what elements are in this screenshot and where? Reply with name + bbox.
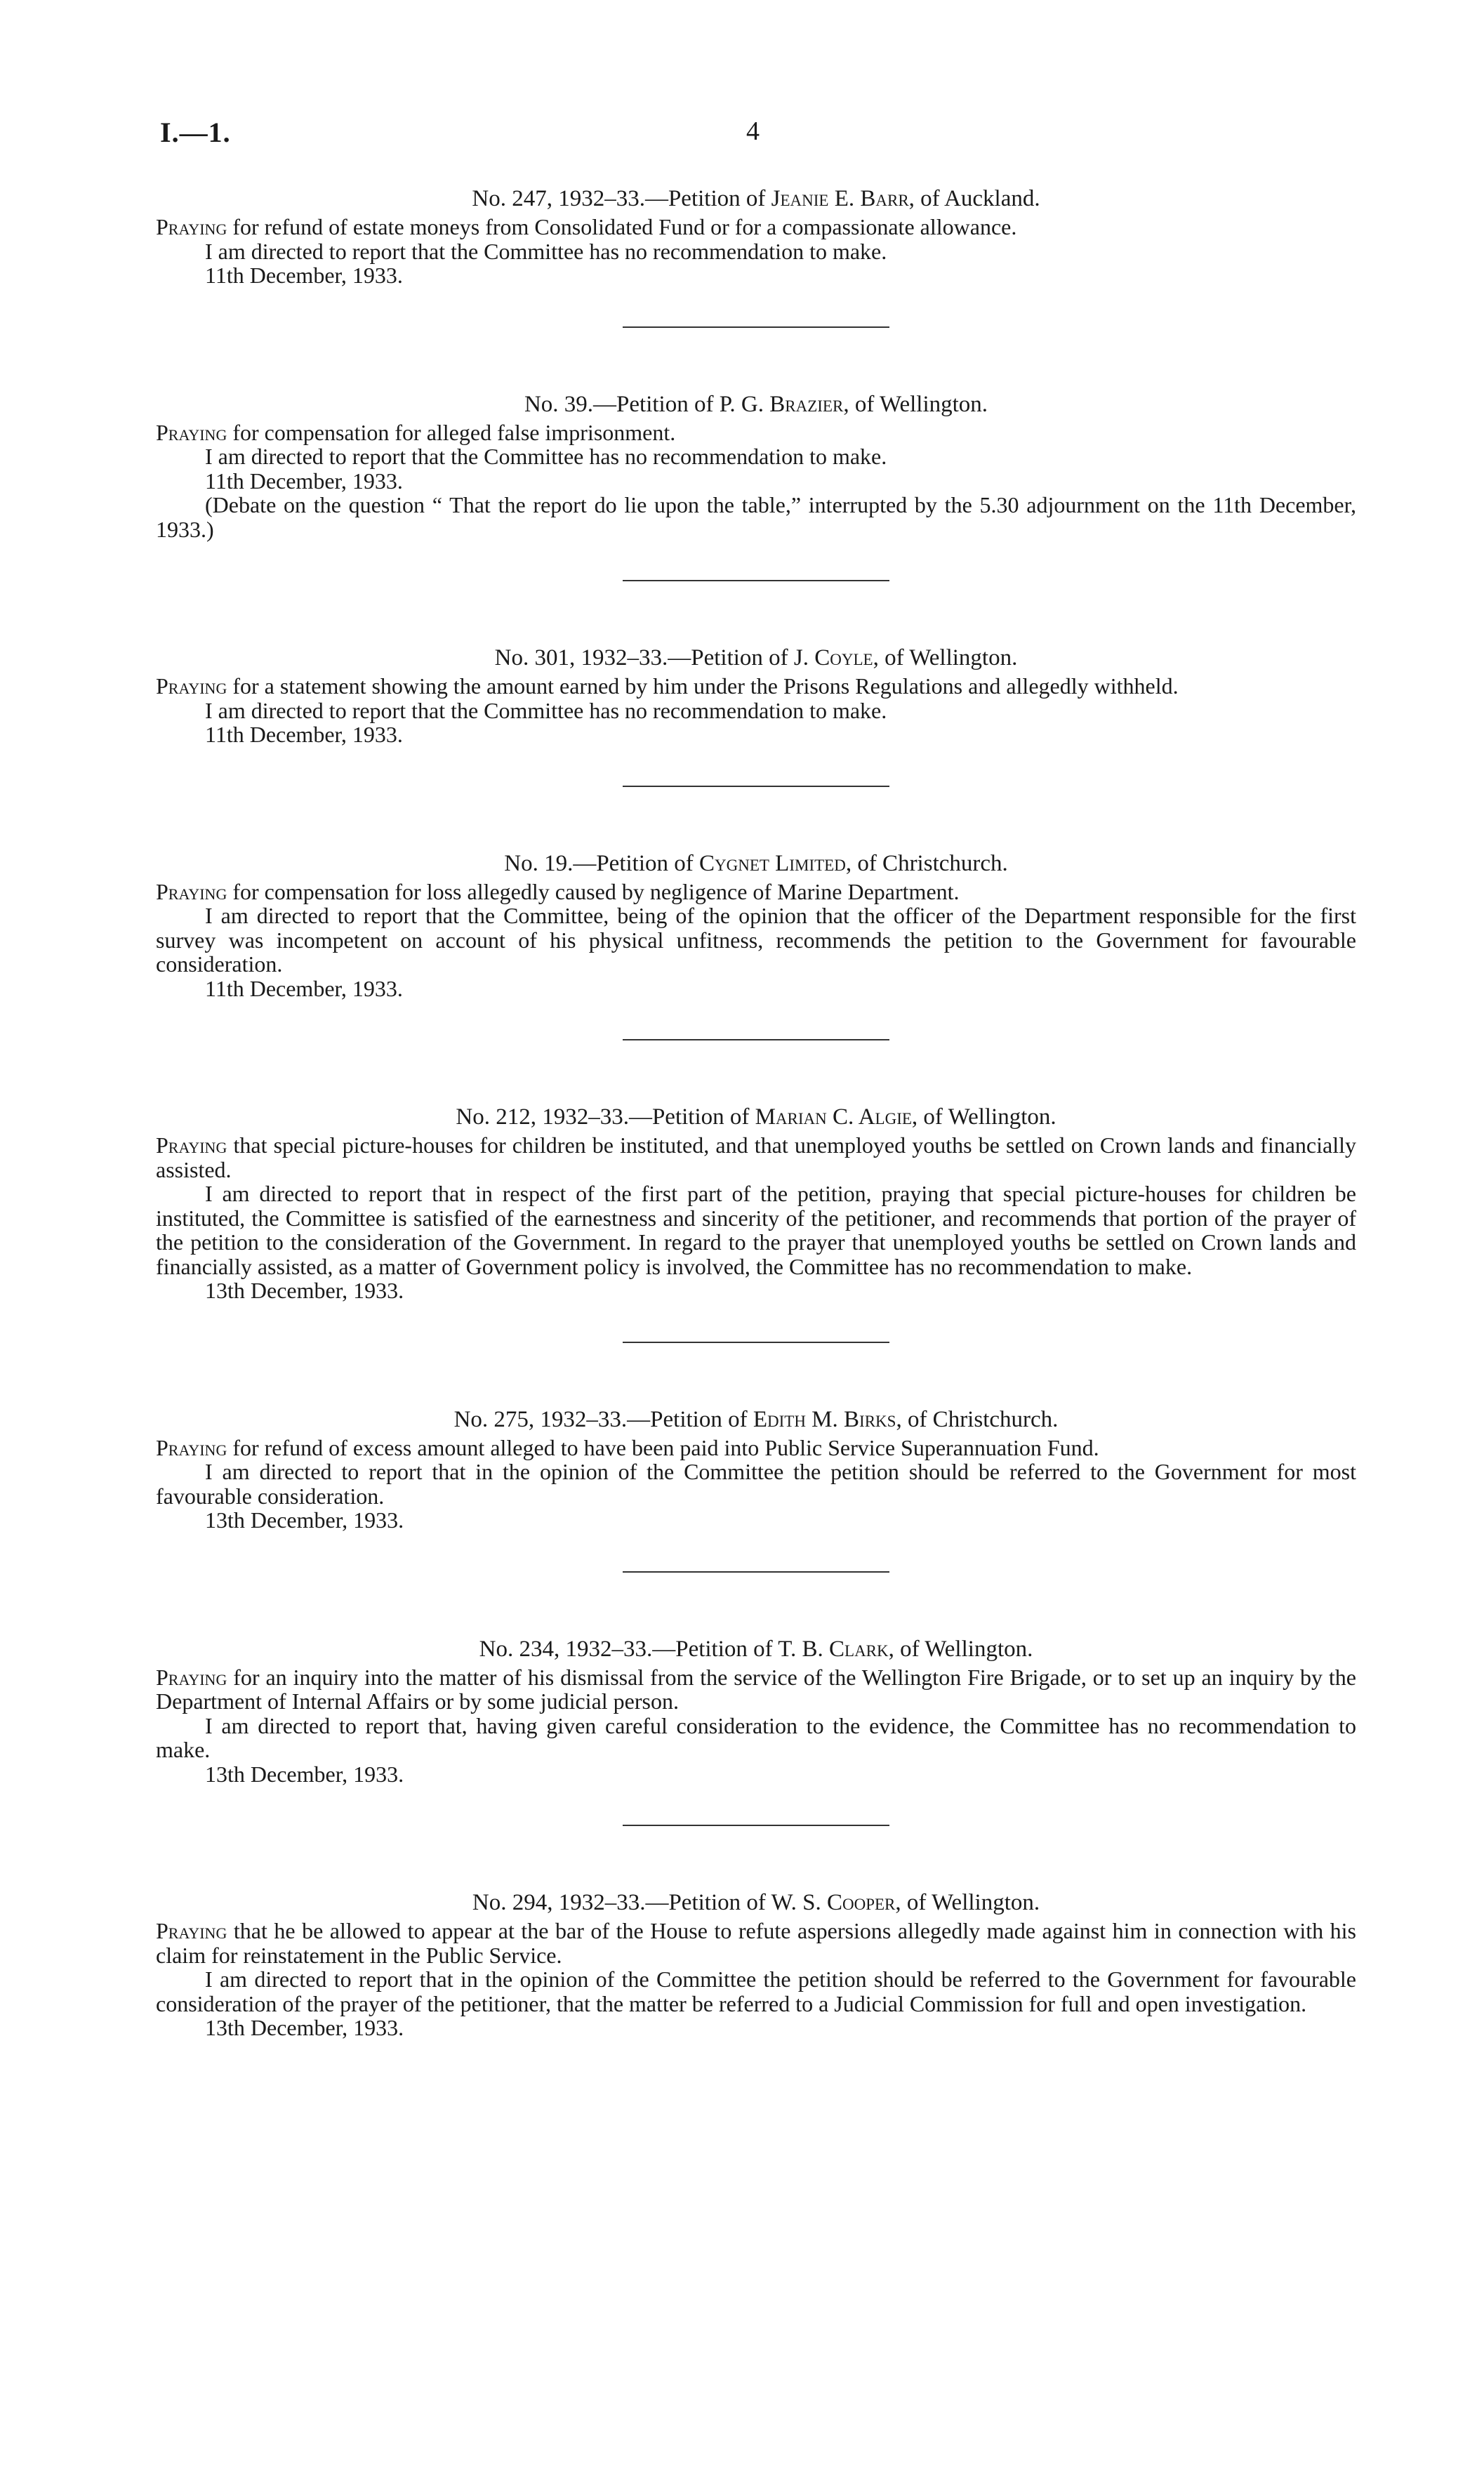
petition-prayer bbox=[156, 421, 1356, 445]
petitioner-name: Cygnet Limited bbox=[698, 850, 846, 876]
report-date: 13th December, 1933. bbox=[205, 1761, 404, 1787]
petitions-list bbox=[156, 184, 1356, 2040]
petition-title-suffix: , of Wellington. bbox=[911, 1104, 1056, 1130]
page-number: 4 bbox=[746, 117, 760, 146]
petition-title-prefix: No. 19.—Petition of bbox=[504, 850, 699, 876]
prayer-word: Praying bbox=[156, 878, 227, 904]
petition-entry bbox=[156, 1634, 1356, 1787]
prayer-word: Praying bbox=[156, 1918, 227, 1943]
petition-prayer bbox=[156, 215, 1356, 239]
report-date: 11th December, 1933. bbox=[205, 468, 403, 494]
petition-prayer bbox=[156, 1665, 1356, 1714]
petition-title bbox=[156, 184, 1356, 213]
petition-prayer bbox=[156, 1133, 1356, 1182]
committee-report: I am directed to report that in the opinion of the Committee the petition should be referred to the Government for most favourable consideration. bbox=[156, 1459, 1356, 1509]
document-reference: I.—1. bbox=[160, 117, 231, 148]
prayer-text: for refund of excess amount alleged to have been paid into Public Service Superannuation Fund. bbox=[227, 1434, 1099, 1460]
report-date: 13th December, 1933. bbox=[205, 1507, 404, 1533]
petition-title-prefix: No. 301, 1932–33.—Petition of J. bbox=[494, 645, 815, 670]
petitioner-name: Brazier bbox=[769, 391, 844, 417]
prayer-text: for an inquiry into the matter of his dismissal from the service of the Wellington Fire Brigade, or to set up an inquiry by the Department of Internal Affairs or by some judicial person. bbox=[156, 1664, 1356, 1714]
petition-entry bbox=[156, 643, 1356, 747]
prayer-text: for compensation for loss allegedly caused by negligence of Marine Department. bbox=[227, 878, 960, 904]
petition-title-suffix: , of Auckland. bbox=[908, 186, 1040, 211]
petition-title-prefix: No. 212, 1932–33.—Petition of bbox=[456, 1104, 755, 1130]
petition-title-prefix: No. 247, 1932–33.—Petition of bbox=[472, 186, 771, 211]
petition-note: (Debate on the question “ That the report do lie upon the table,” interrupted by the 5.30 adjournment on the 11th December, 1933.) bbox=[156, 492, 1356, 542]
petition-title-prefix: No. 275, 1932–33.—Petition of bbox=[453, 1406, 753, 1432]
petition-title-suffix: , of Christchurch. bbox=[845, 850, 1008, 876]
petition-title bbox=[156, 849, 1356, 878]
prayer-word: Praying bbox=[156, 1664, 227, 1690]
prayer-word: Praying bbox=[156, 214, 227, 239]
petition-prayer bbox=[156, 1919, 1356, 1967]
prayer-text: for refund of estate moneys from Consolidated Fund or for a compassionate allowance. bbox=[227, 214, 1017, 239]
page-header bbox=[160, 116, 1353, 158]
petition-entry bbox=[156, 184, 1356, 288]
committee-report: I am directed to report that the Committee has no recommendation to make. bbox=[205, 238, 887, 264]
petition-prayer bbox=[156, 1436, 1356, 1460]
petition-title bbox=[156, 1405, 1356, 1434]
prayer-word: Praying bbox=[156, 673, 227, 699]
petition-entry bbox=[156, 849, 1356, 1001]
section-divider bbox=[623, 1825, 889, 1826]
petitioner-name: Marian C. Algie bbox=[755, 1104, 912, 1130]
report-date: 11th December, 1933. bbox=[205, 975, 403, 1001]
petition-title-prefix: No. 234, 1932–33.—Petition of T. B. bbox=[479, 1636, 830, 1662]
petition-title-suffix: , of Wellington. bbox=[895, 1890, 1040, 1915]
petition-entry bbox=[156, 390, 1356, 542]
prayer-text: that special picture-houses for children be instituted, and that unemployed youths be settled on Crown lands and financially assisted. bbox=[156, 1132, 1356, 1182]
committee-report: I am directed to report that the Committee has no recommendation to make. bbox=[205, 444, 887, 469]
report-date: 11th December, 1933. bbox=[205, 263, 403, 288]
petition-title-suffix: , of Christchurch. bbox=[896, 1406, 1059, 1432]
petition-title-suffix: , of Wellington. bbox=[873, 645, 1018, 670]
prayer-text: for a statement showing the amount earned by him under the Prisons Regulations and allegedly withheld. bbox=[227, 673, 1179, 699]
committee-report: I am directed to report that the Committee has no recommendation to make. bbox=[205, 697, 887, 723]
prayer-word: Praying bbox=[156, 1434, 227, 1460]
petition-title bbox=[156, 1634, 1356, 1664]
petitioner-name: Clark bbox=[829, 1636, 889, 1662]
report-date: 11th December, 1933. bbox=[205, 722, 403, 747]
petitioner-name: Edith M. Birks bbox=[753, 1406, 896, 1432]
petition-entry bbox=[156, 1102, 1356, 1303]
section-divider bbox=[623, 580, 889, 581]
committee-report: I am directed to report that in the opinion of the Committee the petition should be referred to the Government for favourable consideration of the prayer of the petitioner, that the matter be referred to a Judicial Commission for full and open investigation. bbox=[156, 1966, 1356, 2016]
petitioner-name: Cooper bbox=[826, 1890, 896, 1915]
section-divider bbox=[623, 1571, 889, 1573]
petitioner-name: Jeanie E. Barr bbox=[771, 186, 909, 211]
prayer-text: for compensation for alleged false imprisonment. bbox=[227, 419, 676, 445]
petition-title bbox=[156, 1888, 1356, 1917]
section-divider bbox=[623, 1039, 889, 1040]
petitioner-name: Coyle bbox=[814, 645, 873, 670]
committee-report: I am directed to report that the Committee, being of the opinion that the officer of the Department responsible for the first survey was incompetent on account of his physical unfitness, recommends the petition to the Government for favourable consideration. bbox=[156, 903, 1356, 977]
report-date: 13th December, 1933. bbox=[205, 1278, 404, 1303]
committee-report: I am directed to report that in respect of the first part of the petition, praying that special picture-houses for children be instituted, the Committee is satisfied of the earnestness and sincerity of the petitioner, and recommends that portion of the prayer of the petition to the consideration of the Government. In regard to the prayer that unemployed youths be settled on Crown lands and financially assisted, as a matter of Government policy is involved, the Committee has no recommendation to make. bbox=[156, 1181, 1356, 1279]
prayer-word: Praying bbox=[156, 1132, 227, 1158]
prayer-word: Praying bbox=[156, 419, 227, 445]
section-divider bbox=[623, 1342, 889, 1343]
petition-entry bbox=[156, 1405, 1356, 1533]
petition-title bbox=[156, 643, 1356, 673]
petition-entry bbox=[156, 1888, 1356, 2040]
petition-title-suffix: , of Wellington. bbox=[843, 391, 988, 417]
petition-title-suffix: , of Wellington. bbox=[888, 1636, 1033, 1662]
committee-report: I am directed to report that, having given careful consideration to the evidence, the Committee has no recommendation to make. bbox=[156, 1712, 1356, 1762]
petition-prayer bbox=[156, 880, 1356, 904]
section-divider bbox=[623, 786, 889, 787]
prayer-text: that he be allowed to appear at the bar of the House to refute aspersions allegedly made against him in connection with his claim for reinstatement in the Public Service. bbox=[156, 1918, 1356, 1968]
section-divider bbox=[623, 326, 889, 328]
report-date: 13th December, 1933. bbox=[205, 2015, 404, 2040]
petition-title-prefix: No. 39.—Petition of P. G. bbox=[524, 391, 770, 417]
petition-title bbox=[156, 390, 1356, 419]
petition-prayer bbox=[156, 674, 1356, 699]
petition-title bbox=[156, 1102, 1356, 1132]
petition-title-prefix: No. 294, 1932–33.—Petition of W. S. bbox=[472, 1890, 827, 1915]
